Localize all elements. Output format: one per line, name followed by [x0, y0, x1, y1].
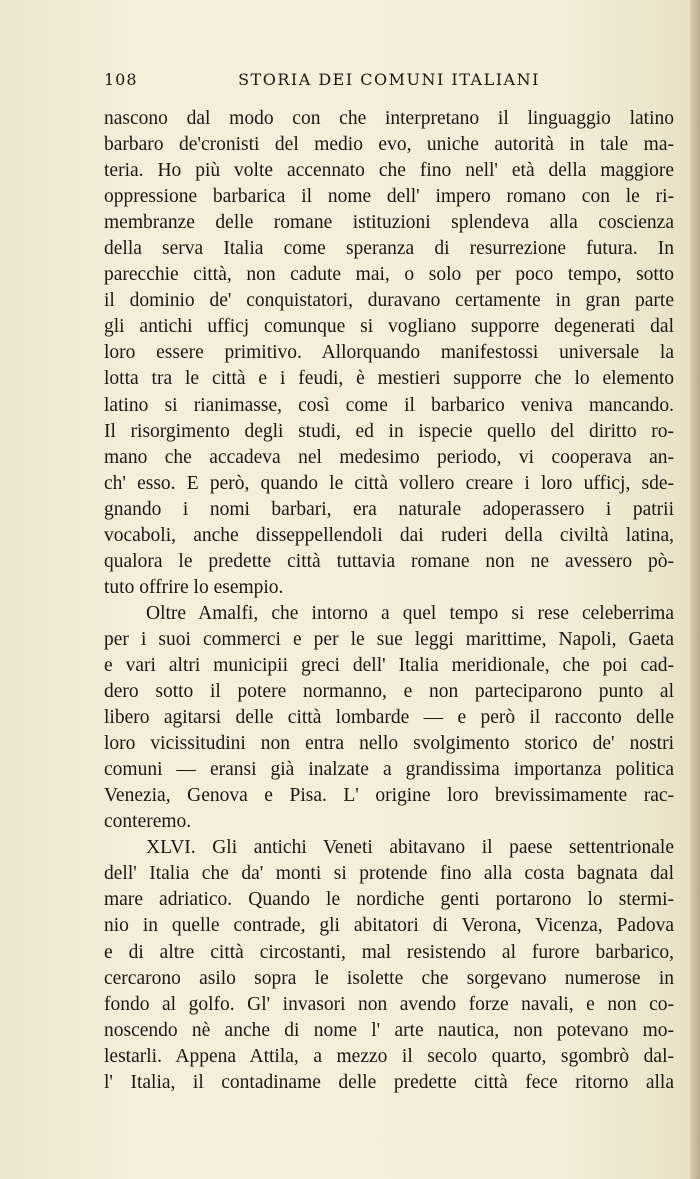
- text-line: libero agitarsi delle città lombarde — e però il racconto delle: [104, 707, 674, 729]
- text-line: Il risorgimento degli studi, ed in ispecie quello del diritto ro-: [104, 420, 674, 442]
- text-line: tuto offrire lo esempio.: [104, 576, 284, 598]
- text-line: teria. Ho più volte accennato che fino nell' età della maggiore: [104, 160, 674, 182]
- text-line: dell' Italia che da' monti si protende fino alla costa bagnata dal: [104, 863, 674, 885]
- body-text: [104, 106, 674, 1096]
- text-line: cercarono asilo sopra le isolette che sorgevano numerose in: [104, 967, 674, 989]
- text-line: oppressione barbarica il nome dell' impero romano con le ri-: [104, 186, 674, 208]
- text-line: loro essere primitivo. Allorquando manifestossi universale la: [104, 342, 674, 364]
- text-line: mare adriatico. Quando le nordiche genti portarono lo stermi-: [104, 889, 674, 911]
- section-start-line: XLVI. Gli antichi Veneti abitavano il paese settentrionale: [146, 837, 674, 859]
- text-line: e di altre città circostanti, mal resistendo al furore barbarico,: [104, 941, 674, 963]
- text-line: l' Italia, il contadiname delle predette città fece ritorno alla: [104, 1071, 674, 1093]
- text-line: ch' esso. E però, quando le città vollero creare i loro ufficj, sde-: [104, 472, 674, 494]
- text-line: nio in quelle contrade, gli abitatori di Verona, Vicenza, Padova: [104, 915, 674, 937]
- page-edge: [690, 0, 700, 1179]
- text-line: fondo al golfo. Gl' invasori non avendo forze navali, e non co-: [104, 993, 674, 1015]
- text-line: mano che accadeva nel medesimo periodo, vi cooperava an-: [104, 446, 674, 468]
- text-line: per i suoi commerci e per le sue leggi marittime, Napoli, Gaeta: [104, 628, 674, 650]
- text-line: Venezia, Genova e Pisa. L' origine loro brevissimamente rac-: [104, 785, 674, 807]
- text-line: parecchie città, non cadute mai, o solo per poco tempo, sotto: [104, 264, 674, 286]
- text-line: nascono dal modo con che interpretano il linguaggio latino: [104, 108, 674, 129]
- text-line: noscendo nè anche di nome l' arte nautica, non potevano mo-: [104, 1019, 674, 1041]
- text-line: qualora le predette città tuttavia romane non ne avessero pò-: [104, 550, 674, 572]
- text-line: lotta tra le città e i feudi, è mestieri supporre che lo elemento: [104, 368, 674, 390]
- text-line: dero sotto il potere normanno, e non parteciparono punto al: [104, 681, 674, 703]
- text-line: gnando i nomi barbari, era naturale adoperassero i patrii: [104, 498, 674, 520]
- text-line: lestarli. Appena Attila, a mezzo il secolo quarto, sgombrò dal-: [104, 1045, 674, 1067]
- text-line: comuni — eransi già inalzate a grandissima importanza politica: [104, 759, 674, 781]
- text-line: e vari altri municipii greci dell' Italia meridionale, che poi cad-: [104, 654, 674, 676]
- text-line: latino si rianimasse, così come il barbarico veniva mancando.: [104, 394, 674, 416]
- page-number: 108: [104, 70, 138, 89]
- text-line: il dominio de' conquistatori, duravano certamente in gran parte: [104, 290, 674, 312]
- paragraph-start-line: Oltre Amalfi, che intorno a quel tempo si rese celeberrima: [146, 602, 674, 624]
- text-line: gli antichi ufficj comunque si vogliano supporre degenerati dal: [104, 316, 674, 338]
- text-line: loro vicissitudini non entra nello svolgimento storico de' nostri: [104, 733, 674, 755]
- text-line: barbaro de'cronisti del medio evo, uniche autorità in tale ma-: [104, 134, 674, 156]
- text-line: della serva Italia come speranza di resurrezione futura. In: [104, 238, 674, 260]
- text-line: membranze delle romane istituzioni splendeva alla coscienza: [104, 212, 674, 234]
- text-line: conteremo.: [104, 811, 192, 833]
- running-title: STORIA DEI COMUNI ITALIANI: [238, 70, 540, 89]
- text-line: vocaboli, anche disseppellendoli dai ruderi della civiltà latina,: [104, 524, 674, 546]
